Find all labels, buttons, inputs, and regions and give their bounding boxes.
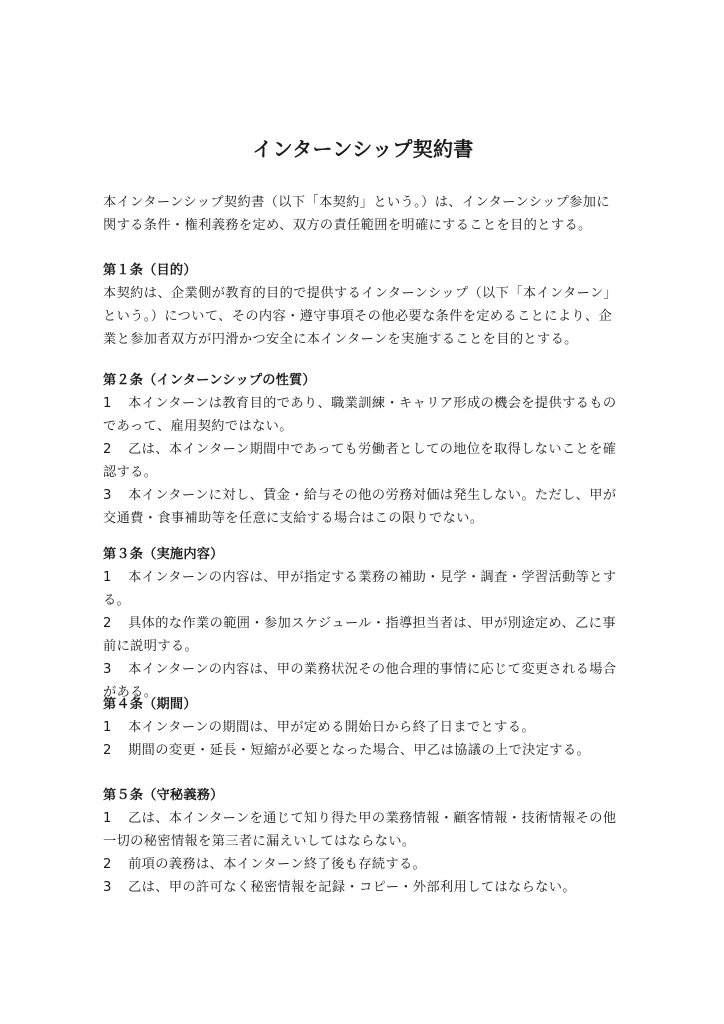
clause-number: 2: [103, 442, 112, 457]
clause-text: 前項の義務は、本インターン終了後も存続する。: [128, 857, 427, 872]
clause-number: 2: [103, 857, 112, 872]
article-5: [103, 784, 623, 899]
clause-item: [103, 566, 623, 612]
article-4: [103, 693, 623, 762]
article-3: [103, 543, 623, 704]
clause-number: 1: [103, 720, 112, 735]
clause-item: [103, 484, 623, 530]
document-title: インターンシップ契約書: [252, 137, 474, 161]
clause-number: 2: [103, 616, 112, 631]
clause-number: 1: [103, 811, 112, 826]
clause-text: 本インターンに対し、賃金・給与その他の労務対価は発生しない。ただし、甲が交通費・食事補助等を任意に支給する場合はこの限りでない。: [103, 488, 617, 526]
clause-number: 3: [103, 880, 112, 895]
article-heading: 第１条（目的）: [103, 263, 197, 278]
intro-paragraph: 本インターンシップ契約書（以下「本契約」という。）は、インターンシップ参加に関する条件・権利義務を定め、双方の責任範囲を明確にすることを目的とする。: [103, 195, 610, 233]
clause-text: 本インターンの期間は、甲が定める開始日から終了日までとする。: [128, 720, 535, 735]
article-heading: 第４条（期間）: [103, 697, 197, 712]
clause-text: 期間の変更・延長・短縮が必要となった場合、甲乙は協議の上で決定する。: [128, 743, 591, 758]
clause-item: [103, 716, 623, 739]
clause-item: [103, 807, 623, 853]
clause-number: 3: [103, 662, 112, 677]
clause-text: 乙は、甲の許可なく秘密情報を記録・コピー・外部利用してはならない。: [128, 880, 576, 895]
clause-item: [103, 438, 623, 484]
clause-number: 3: [103, 488, 112, 503]
article-1: [103, 259, 623, 351]
clause-item: [103, 876, 623, 899]
article-body: 本契約は、企業側が教育的目的で提供するインターンシップ（以下「本インターン」という。）について、その内容・遵守事項その他必要な条件を定めることにより、企業と参加者双方が円滑かつ安全に本インターンを実施することを目的とする。: [103, 286, 618, 347]
clause-text: 本インターンの内容は、甲の業務状況その他合理的事情に応じて変更される場合がある。: [103, 662, 617, 700]
article-heading: 第３条（実施内容）: [103, 547, 224, 562]
clause-text: 本インターンの内容は、甲が指定する業務の補助・見学・調査・学習活動等とする。: [103, 570, 617, 608]
clause-item: [103, 392, 623, 438]
clause-number: 2: [103, 743, 112, 758]
clause-text: 乙は、本インターン期間中であっても労働者としての地位を取得しないことを確認する。: [103, 442, 617, 480]
article-heading: 第２条（インターンシップの性質）: [103, 373, 316, 388]
clause-number: 1: [103, 396, 112, 411]
article-heading: 第５条（守秘義務）: [103, 788, 224, 803]
clause-item: [103, 739, 623, 762]
clause-text: 本インターンは教育目的であり、職業訓練・キャリア形成の機会を提供するものであって、雇用契約ではない。: [103, 396, 617, 434]
clause-number: 1: [103, 570, 112, 585]
clause-item: [103, 853, 623, 876]
article-2: [103, 369, 623, 530]
clause-item: [103, 612, 623, 658]
clause-text: 具体的な作業の範囲・参加スケジュール・指導担当者は、甲が別途定め、乙に事前に説明する。: [103, 616, 616, 654]
clause-text: 乙は、本インターンを通じて知り得た甲の業務情報・顧客情報・技術情報その他一切の秘密情報を第三者に漏えいしてはならない。: [103, 811, 617, 849]
